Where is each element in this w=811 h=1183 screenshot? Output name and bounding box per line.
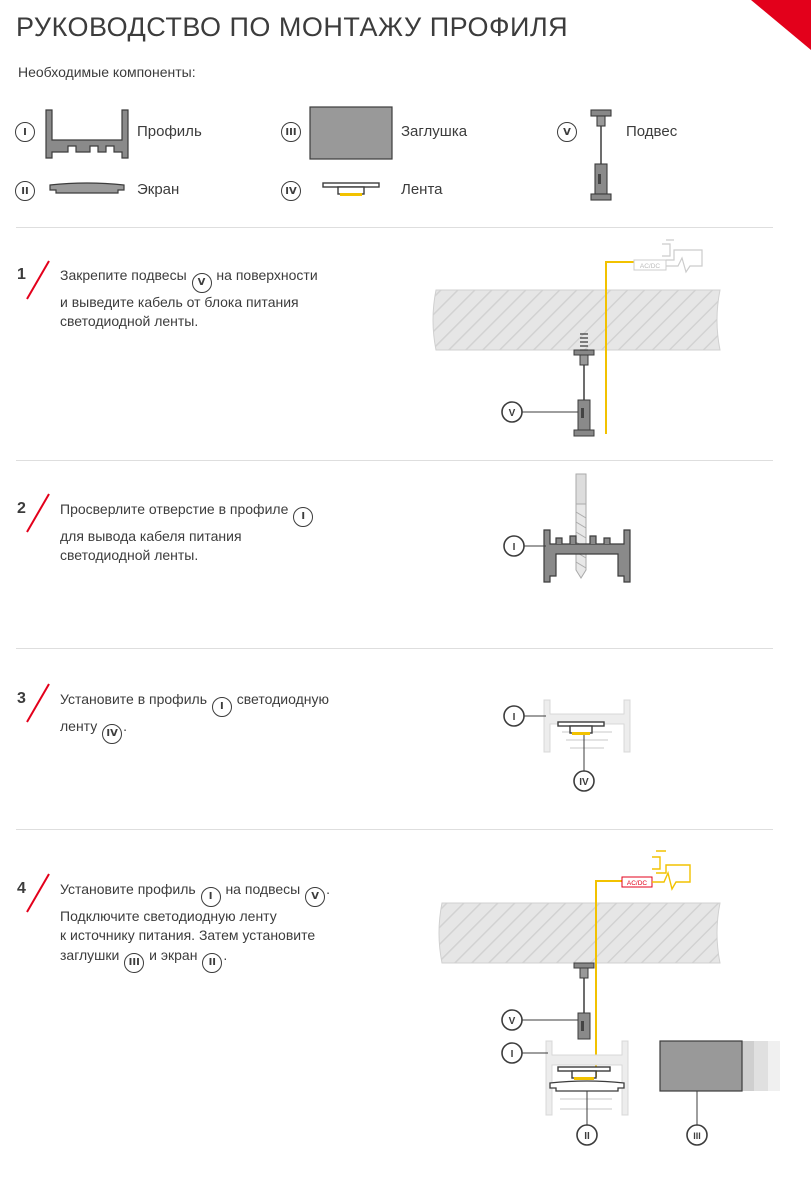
component-label-tape: Лента [401,181,443,198]
ref-i: I [201,887,221,907]
step-3-diagram [500,696,640,796]
component-marker-iv: IV [281,181,301,201]
ref-iii: III [124,953,144,973]
step-1-number: 1 [17,266,26,283]
component-label-profile: Профиль [137,123,202,140]
suspension-icon [588,108,614,202]
step-3-slash [26,683,50,722]
components-heading: Необходимые компоненты: [18,64,196,80]
component-label-cap: Заглушка [401,123,468,140]
svg-text:V: V [508,408,516,419]
component-label-screen: Экран [137,181,180,198]
divider [16,460,773,461]
step-1-slash [26,260,50,299]
step-3-text: Установите в профиль I светодиодную ленту IV . [60,690,370,744]
divider [16,829,773,830]
svg-text:AC/DC: AC/DC [639,263,661,270]
step-4-text: Установите профиль I на подвесы V . Подключите светодиодную ленту к источнику питания. Затем установите заглушки III и экран II . [60,880,370,973]
profile-icon [44,106,130,160]
component-marker-i: I [15,122,35,142]
end-cap-icon [309,106,393,160]
step-1-diagram [430,232,730,444]
step-2-number: 2 [17,500,26,517]
step-4-slash [26,873,50,912]
step-2-diagram [500,470,640,590]
component-marker-v: V [557,122,577,142]
step-3-number: 3 [17,690,26,707]
divider [16,227,773,228]
corner-accent [751,0,811,50]
led-tape-icon [322,180,380,200]
ref-ii: II [202,953,222,973]
ref-v: V [305,887,325,907]
ref-v: V [192,273,212,293]
divider [16,648,773,649]
ref-iv: IV [102,724,122,744]
svg-text:AC/DC: AC/DC [626,880,648,887]
component-marker-iii: III [281,122,301,142]
ref-i: I [212,697,232,717]
screen-icon [48,182,126,196]
step-4-number: 4 [17,880,26,897]
page-title: РУКОВОДСТВО ПО МОНТАЖУ ПРОФИЛЯ [16,12,569,42]
svg-text:V: V [508,1016,516,1027]
svg-text:III: III [693,1131,701,1141]
svg-text:I: I [510,1049,514,1060]
svg-text:I: I [512,542,516,553]
step-4-diagram [436,845,786,1165]
component-marker-ii: II [15,181,35,201]
step-1-text: Закрепите подвесы V на поверхности и выведите кабель от блока питания светодиодной ленты. [60,267,318,330]
svg-text:II: II [584,1131,590,1142]
ref-i: I [293,507,313,527]
svg-text:I: I [512,712,516,723]
component-label-suspension: Подвес [626,123,678,140]
step-2-slash [26,493,50,532]
step-2-text: Просверлите отверстие в профиле I для вывода кабеля питания светодиодной ленты. [60,500,370,566]
svg-text:IV: IV [579,777,589,788]
